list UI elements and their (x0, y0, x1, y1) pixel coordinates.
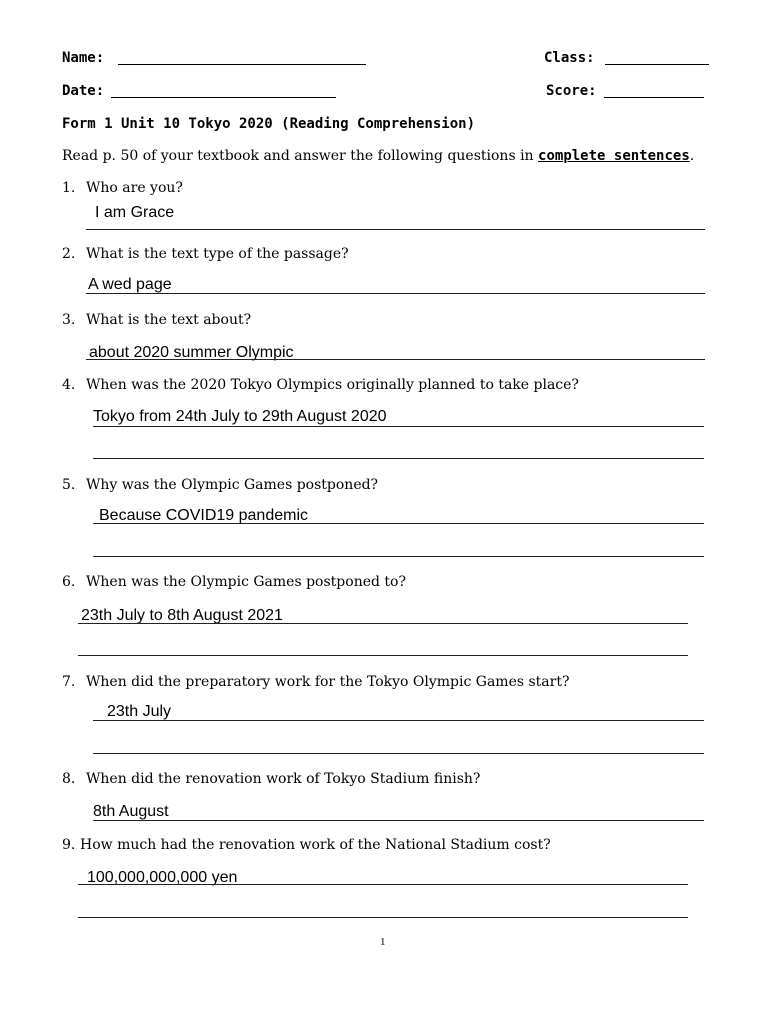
answer-line (93, 458, 704, 459)
question-9 (62, 837, 551, 853)
name-label: Name: (62, 50, 105, 66)
answer-8[interactable]: 8th August (93, 803, 169, 820)
answer-line (86, 293, 705, 294)
question-number: 9. (62, 837, 76, 853)
instructions (62, 148, 694, 164)
date-label: Date: (62, 83, 105, 99)
question-5 (62, 477, 378, 493)
worksheet-title: Form 1 Unit 10 Tokyo 2020 (Reading Comprehension) (62, 116, 476, 132)
answer-line (93, 720, 704, 721)
question-number: 5. (62, 477, 76, 493)
answer-7[interactable]: 23th July (107, 703, 172, 720)
question-text: When did the renovation work of Tokyo Stadium finish? (86, 771, 481, 787)
answer-1[interactable]: I am Grace (95, 204, 175, 221)
answer-3[interactable]: about 2020 summer Olympic (89, 344, 294, 361)
question-text: Who are you? (86, 180, 183, 196)
answer-line (93, 426, 704, 427)
question-number: 8. (62, 771, 76, 787)
question-number: 7. (62, 674, 76, 690)
question-text: When did the preparatory work for the Tokyo Olympic Games start? (86, 674, 570, 690)
instructions-emphasis: complete sentences (538, 148, 690, 164)
question-1 (62, 180, 183, 196)
question-4 (62, 377, 579, 393)
question-2 (62, 246, 349, 262)
question-number: 6. (62, 574, 76, 590)
answer-line (93, 820, 704, 821)
answer-line (86, 229, 705, 230)
question-3 (62, 312, 251, 328)
instructions-prefix: Read p. 50 of your textbook and answer the following questions in (62, 148, 539, 164)
answer-9[interactable]: 100,000,000,000 yen (87, 869, 238, 886)
answer-line (86, 359, 705, 360)
page-number: 1 (380, 936, 386, 948)
question-number: 3. (62, 312, 76, 328)
instructions-suffix: . (689, 148, 695, 164)
question-number: 2. (62, 246, 76, 262)
answer-line (93, 523, 704, 524)
answer-line (78, 917, 688, 918)
question-text: What is the text about? (86, 312, 252, 328)
question-text: When was the 2020 Tokyo Olympics originally planned to take place? (86, 377, 579, 393)
question-text: Why was the Olympic Games postponed? (86, 477, 379, 493)
answer-line (93, 556, 704, 557)
class-field[interactable] (605, 64, 709, 65)
answer-line (78, 884, 688, 885)
question-7 (62, 674, 569, 690)
answer-line (78, 623, 688, 624)
question-text: How much had the renovation work of the National Stadium cost? (80, 837, 551, 853)
answer-6[interactable]: 23th July to 8th August 2021 (81, 607, 283, 624)
question-number: 1. (62, 180, 76, 196)
question-8 (62, 771, 480, 787)
question-6 (62, 574, 406, 590)
score-field[interactable] (604, 97, 704, 98)
score-label: Score: (546, 83, 597, 99)
question-text: When was the Olympic Games postponed to? (86, 574, 406, 590)
question-number: 4. (62, 377, 76, 393)
answer-2[interactable]: A wed page (88, 276, 172, 293)
answer-line (78, 655, 688, 656)
name-field[interactable] (118, 64, 366, 65)
answer-line (93, 753, 704, 754)
answer-5[interactable]: Because COVID19 pandemic (99, 507, 308, 524)
answer-4[interactable]: Tokyo from 24th July to 29th August 2020 (93, 408, 387, 425)
class-label: Class: (544, 50, 595, 66)
date-field[interactable] (111, 97, 336, 98)
question-text: What is the text type of the passage? (86, 246, 349, 262)
